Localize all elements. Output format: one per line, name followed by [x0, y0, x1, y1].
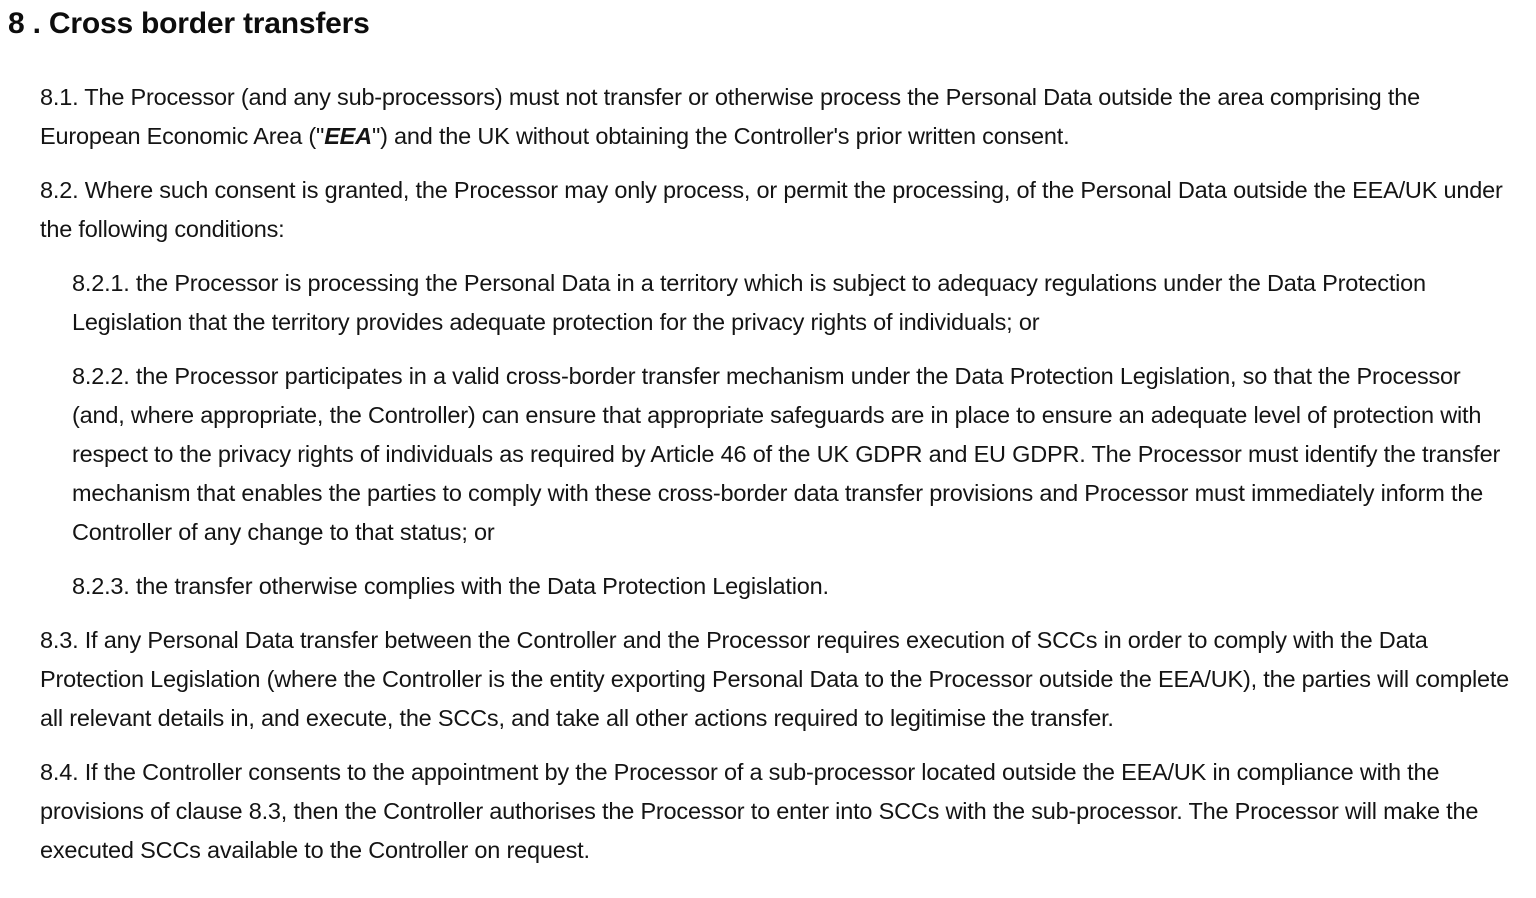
clause-8-4: 8.4. If the Controller consents to the appointment by the Processor of a sub-processor located outside the EEA/UK in compliance with the provisions of clause 8.3, then the Controller authorises the Processor to enter into SCCs with the sub-processor. The Processor will make the executed SCCs available to the Controller on request.	[40, 759, 1479, 863]
clause-8-2-1: 8.2.1. the Processor is processing the Personal Data in a territory which is subject to adequacy regulations under the Data Protection Legislation that the territory provides adequate protection for the privacy rights of individuals; or	[72, 270, 1426, 335]
section-heading: 8 . Cross border transfers	[8, 7, 370, 40]
clause-8-1	[40, 78, 1512, 156]
clause-8-2-2: 8.2.2. the Processor participates in a valid cross-border transfer mechanism under the Data Protection Legislation, so that the Processor (and, where appropriate, the Controller) can ensure that appropriate safeguards are in place to ensure an adequate level of protection with respect to the privacy rights of individuals as required by Article 46 of the UK GDPR and EU GDPR. The Processor must identify the transfer mechanism that enables the parties to comply with these cross-border data transfer provisions and Processor must immediately inform the Controller of any change to that status; or	[72, 363, 1501, 545]
clause-8-2-3: 8.2.3. the transfer otherwise complies with the Data Protection Legislation.	[72, 573, 829, 599]
clause-8-1-text-post: ") and the UK without obtaining the Controller's prior written consent.	[371, 123, 1070, 149]
clause-8-2: 8.2. Where such consent is granted, the Processor may only process, or permit the processing, of the Personal Data outside the EEA/UK under the following conditions:	[40, 177, 1503, 242]
clause-8-3: 8.3. If any Personal Data transfer between the Controller and the Processor requires execution of SCCs in order to comply with the Data Protection Legislation (where the Controller is the entity exporting Personal Data to the Processor outside the EEA/UK), the parties will complete all relevant details in, and execute, the SCCs, and take all other actions required to legitimise the transfer.	[40, 627, 1510, 731]
clause-8-1-text-pre: 8.1. The Processor (and any sub-processors) must not transfer or otherwise process the Personal Data outside the area comprising the European Economic Area ("	[40, 84, 1420, 149]
defined-term-eea: EEA	[324, 123, 372, 149]
